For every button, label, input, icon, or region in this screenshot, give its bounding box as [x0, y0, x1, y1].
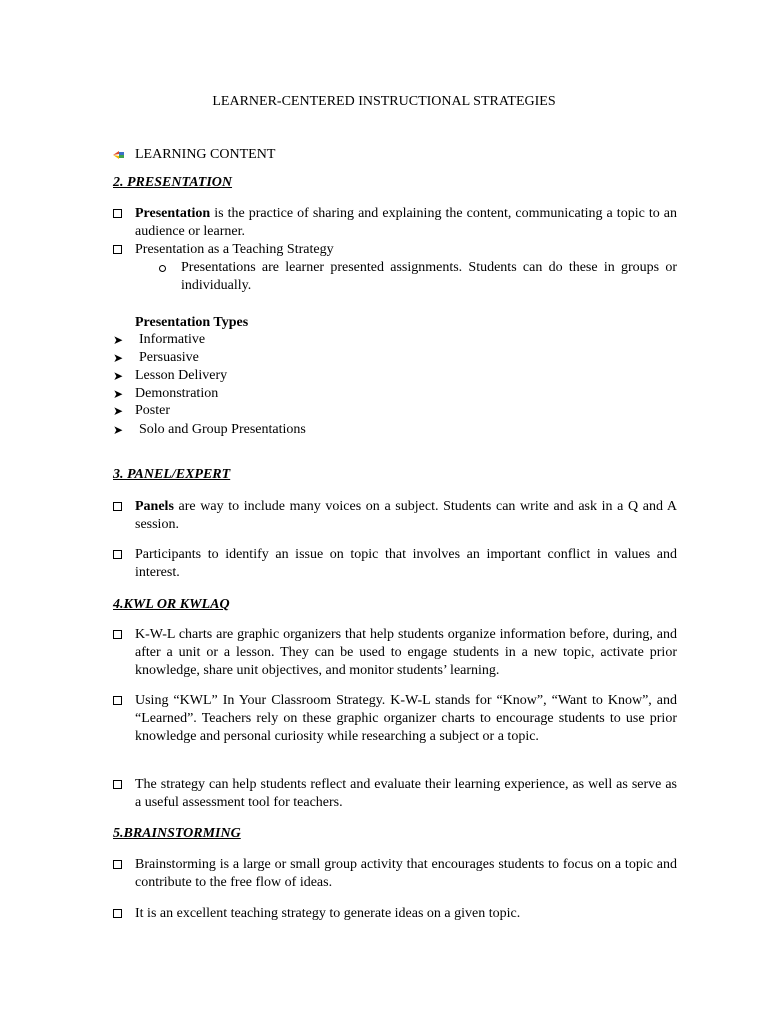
kwl-item-3: The strategy can help students reflect and evaluate their learning experience, as well as serve as a useful assessment tool for teachers.: [135, 777, 677, 810]
presentation-definition: [135, 205, 677, 241]
list-item: Poster: [135, 403, 170, 418]
participants-item: Participants to identify an issue on topic that involves an important conflict in values and interest.: [135, 547, 677, 580]
checkbox-bullet-icon: [113, 630, 122, 639]
section-heading-kwl: 4.KWL OR KWLAQ: [113, 597, 230, 612]
checkbox-bullet-icon: [113, 860, 122, 869]
list-item: Lesson Delivery: [135, 368, 228, 383]
presentation-subitem: Presentations are learner presented assignments. Students can do these in groups or individually.: [181, 260, 677, 293]
presentation-definition-text: is the practice of sharing and explaining the content, communicating a topic to an audience or learner.: [135, 206, 677, 239]
kwl-item-2: Using “KWL” In Your Classroom Strategy. K-W-L stands for “Know”, “Want to Know”, and “Learned”. Teachers rely on these graphic organizer charts to encourage students to use prior knowledge and personal curiosity while researching a subject or a topic.: [135, 693, 677, 744]
kwl-item-1: K-W-L charts are graphic organizers that help students organize information before, during, and after a unit or a lesson. They can be used to engage students in a new topic, activate prior knowledge, share unit objectives, and monitor students’ learning.: [135, 627, 677, 678]
panels-definition: [135, 498, 677, 534]
section-heading-panel-expert: 3. PANEL/EXPERT: [113, 467, 231, 482]
checkbox-bullet-icon: [113, 909, 122, 918]
list-item: Persuasive: [139, 350, 199, 365]
panels-definition-text: are way to include many voices on a subject. Students can write and ask in a Q and A session.: [135, 499, 677, 532]
list-item: Demonstration: [135, 386, 219, 401]
brainstorming-item-1: Brainstorming is a large or small group activity that encourages students to focus on a topic and contribute to the free flow of ideas.: [135, 857, 677, 890]
checkbox-bullet-icon: [113, 550, 122, 559]
arrow-bullet-icon: ➤: [113, 351, 124, 365]
arrow-bullet-icon: ➤: [113, 423, 124, 437]
circle-bullet-icon: [159, 265, 166, 272]
four-color-arrow-icon: [113, 149, 125, 161]
arrow-bullet-icon: ➤: [113, 404, 124, 418]
presentation-types-heading: Presentation Types: [135, 315, 249, 330]
checkbox-bullet-icon: [113, 696, 122, 705]
presentation-strategy-item: Presentation as a Teaching Strategy: [135, 242, 334, 257]
brainstorming-item-2: It is an excellent teaching strategy to generate ideas on a given topic.: [135, 906, 521, 921]
term-presentation: Presentation: [135, 206, 211, 221]
checkbox-bullet-icon: [113, 502, 122, 511]
arrow-bullet-icon: ➤: [113, 369, 124, 383]
learning-content-heading: LEARNING CONTENT: [135, 147, 276, 162]
checkbox-bullet-icon: [113, 780, 122, 789]
checkbox-bullet-icon: [113, 245, 122, 254]
list-item: Informative: [139, 332, 206, 347]
term-panels: Panels: [135, 499, 174, 514]
arrow-bullet-icon: ➤: [113, 387, 124, 401]
list-item: Solo and Group Presentations: [139, 422, 306, 437]
section-heading-presentation: 2. PRESENTATION: [113, 175, 233, 190]
section-heading-brainstorming: 5.BRAINSTORMING: [113, 826, 241, 841]
checkbox-bullet-icon: [113, 209, 122, 218]
arrow-bullet-icon: ➤: [113, 333, 124, 347]
document-title: LEARNER-CENTERED INSTRUCTIONAL STRATEGIES: [212, 94, 556, 109]
